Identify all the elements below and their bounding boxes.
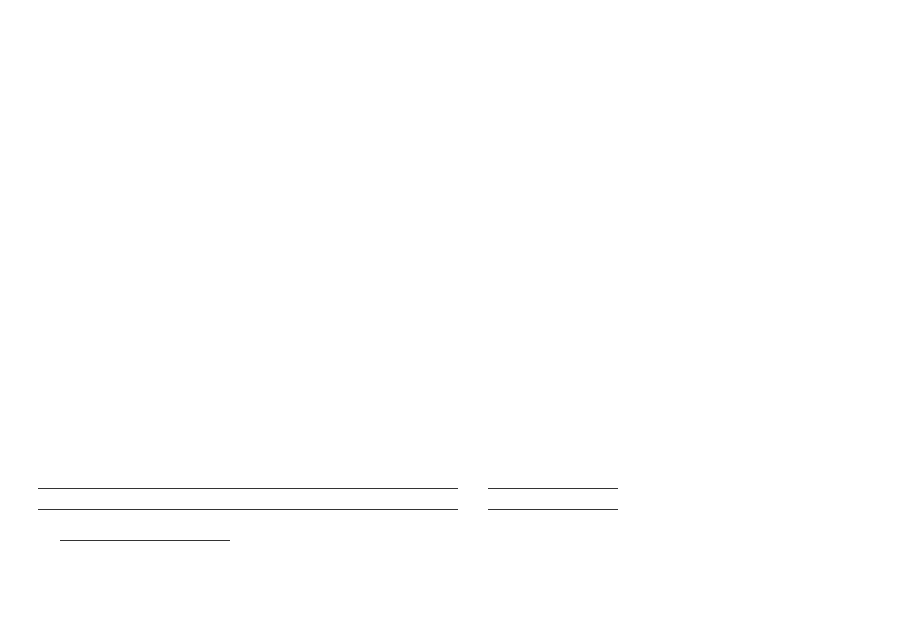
signature-line-2: [488, 509, 618, 510]
footnote-separator: [60, 540, 230, 541]
signature-line: [488, 488, 618, 489]
responsible-signature-line: [38, 509, 458, 510]
head-signature-line: [38, 488, 458, 489]
